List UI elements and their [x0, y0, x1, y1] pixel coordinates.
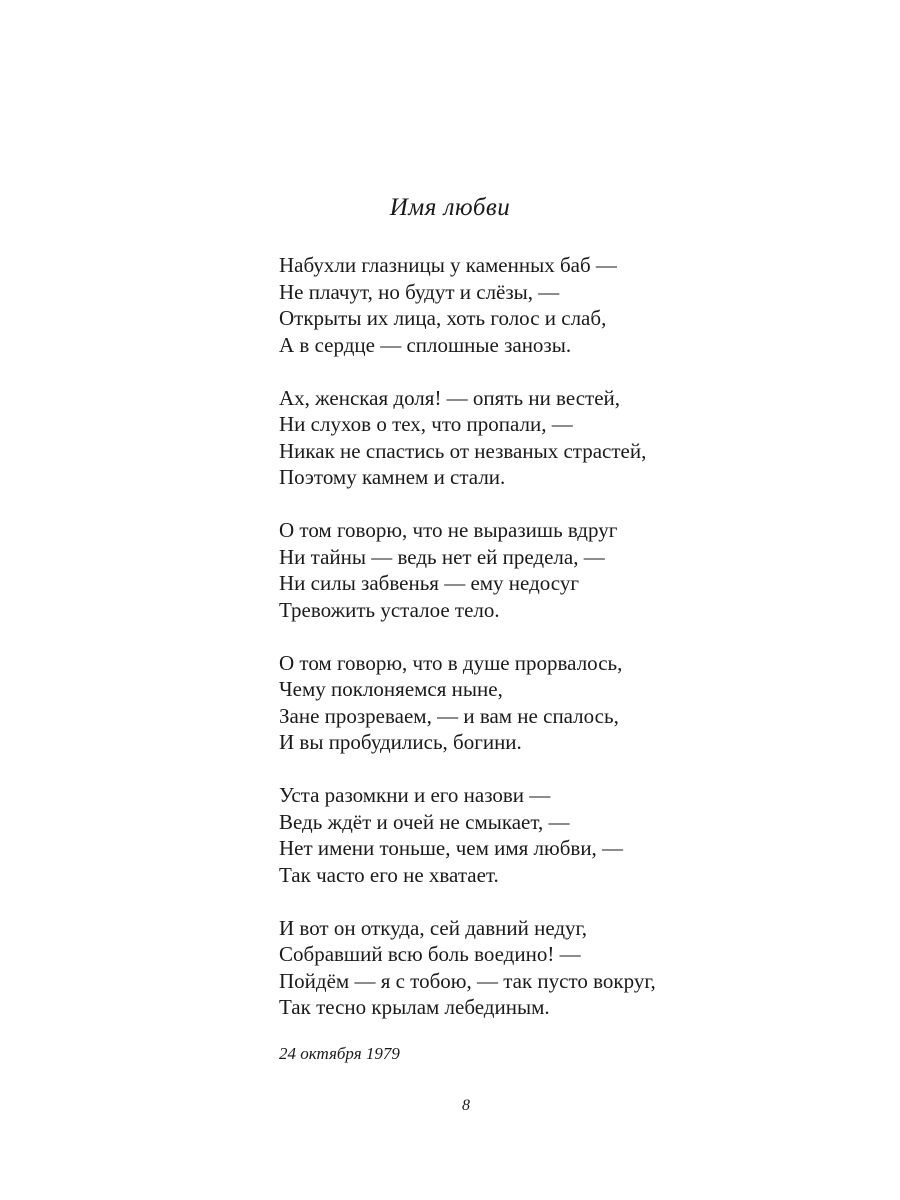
- stanza-4: [279, 650, 839, 756]
- page-number: 8: [462, 1097, 470, 1114]
- poem-line: О том говорю, что в душе прорвалось,: [279, 650, 623, 675]
- poem-line: Собравший всю боль воедино! —: [279, 942, 581, 966]
- poem-line: Зане прозреваем, — и вам не спалось,: [279, 703, 619, 728]
- poem-body: [279, 252, 839, 1047]
- poem-line: Ни слухов о тех, что пропали, —: [279, 412, 573, 436]
- poem-line: Ведь ждёт и очей не смыкает, —: [279, 809, 570, 834]
- poem-line: А в сердце — сплошные занозы.: [279, 332, 572, 357]
- poem-line: Набухли глазницы у каменных баб —: [279, 253, 617, 277]
- poem-line: И вы пробудились, богини.: [279, 730, 522, 754]
- poem-line: Открыты их лица, хоть голос и слаб,: [279, 306, 607, 330]
- poem-line: Ах, женская доля! — опять ни вестей,: [279, 385, 621, 410]
- poem-line: Чему поклоняемся ныне,: [279, 677, 503, 701]
- poem-line: И вот он откуда, сей давний недуг,: [279, 915, 588, 940]
- poem-title: Имя любви: [389, 194, 511, 221]
- poem-line: Так часто его не хватает.: [279, 862, 499, 887]
- poem-date: 24 октября 1979: [279, 1044, 400, 1063]
- poem-line: Пойдём — я с тобою, — так пусто вокруг,: [279, 968, 656, 993]
- poem-line: Уста разомкни и его назови —: [279, 783, 551, 807]
- stanza-1: [279, 252, 839, 358]
- poem-line: Так тесно крылам лебединым.: [279, 995, 550, 1019]
- stanza-6: [279, 915, 839, 1021]
- poem-line: Поэтому камнем и стали.: [279, 465, 506, 489]
- poem-line: Не плачут, но будут и слёзы, —: [279, 279, 560, 304]
- stanza-5: [279, 782, 839, 888]
- poem-line: Тревожить усталое тело.: [279, 597, 500, 622]
- poem-line: Никак не спастись от незваных страстей,: [279, 438, 647, 463]
- poem-line: О том говорю, что не выразишь вдруг: [279, 518, 618, 542]
- poem-line: Нет имени тоньше, чем имя любви, —: [279, 836, 624, 860]
- poem-line: Ни силы забвенья — ему недосуг: [279, 571, 579, 595]
- stanza-3: [279, 517, 839, 623]
- poem-line: Ни тайны — ведь нет ей предела, —: [279, 544, 605, 569]
- stanza-2: [279, 385, 839, 491]
